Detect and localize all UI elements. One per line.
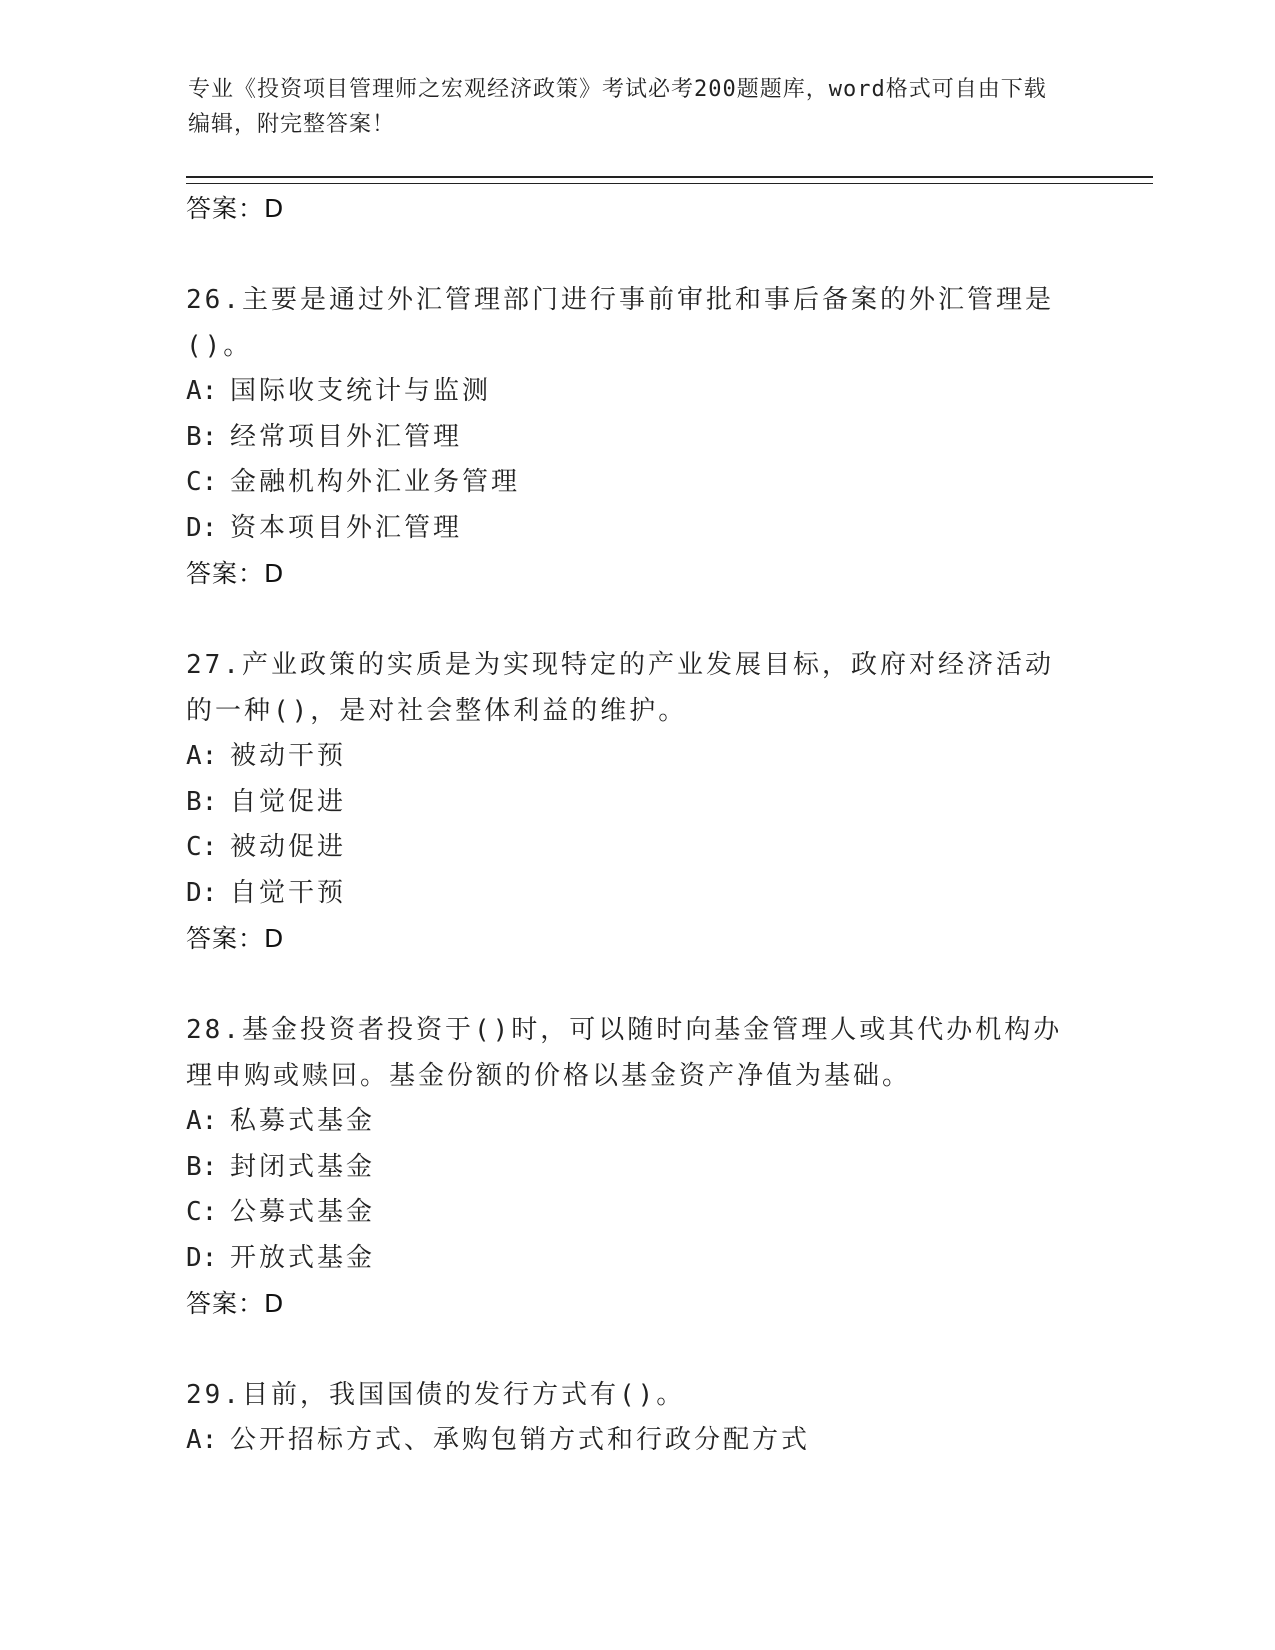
question-28 [186,1007,1076,1327]
option-letter: B: [186,421,218,452]
option-letter: B: [186,786,218,817]
answer-value: D [264,924,285,953]
option-letter: C: [186,1197,218,1227]
option-text: 国际收支统计与监测 [230,376,492,406]
document-header: 专业《投资项目管理师之宏观经济政策》考试必考200题题库，word格式可自由下载编辑，附完整答案！ [188,77,1047,137]
option-a [186,1418,1076,1464]
option-letter: C: [186,832,218,862]
answer-label: 答案： [186,194,265,223]
option-c [186,825,1076,871]
option-letter: A: [186,376,218,406]
option-b [186,780,1076,826]
option-d [186,506,1076,552]
question-list [186,186,1076,1464]
option-a [186,369,1076,415]
option-b [186,415,1076,461]
option-letter: A: [186,1425,218,1455]
header-divider-thin [186,183,1153,184]
option-text: 资本项目外汇管理 [230,512,463,543]
option-a [186,734,1076,780]
option-text: 被动干预 [230,741,347,771]
answer-label: 答案： [186,1289,265,1318]
option-d [186,1236,1076,1282]
option-letter: B: [186,1151,218,1182]
option-text: 公开招标方式、承购包销方式和行政分配方式 [230,1425,811,1455]
option-text: 私募式基金 [230,1106,376,1136]
option-d [186,871,1076,917]
option-letter: D: [186,512,218,543]
option-text: 金融机构外汇业务管理 [230,467,521,497]
answer-value: D [264,194,285,223]
option-b [186,1145,1076,1191]
spacer [186,597,1076,642]
option-c [186,1190,1076,1236]
option-c [186,460,1076,506]
option-text: 经常项目外汇管理 [230,421,463,452]
option-text: 自觉干预 [230,877,347,908]
header-divider-thick [186,176,1153,178]
spacer [186,1327,1076,1372]
answer-line [186,1281,1076,1327]
spacer [186,232,1076,277]
question-stem: 28.基金投资者投资于()时，可以随时向基金管理人或其代办机构办理申购或赎回。基金份额的价格以基金资产净值为基础。 [186,1015,1063,1091]
option-letter: C: [186,467,218,497]
question-stem: 26.主要是通过外汇管理部门进行事前审批和事后备案的外汇管理是()。 [186,285,1054,361]
option-text: 自觉促进 [230,786,347,817]
answer-value: D [264,1289,285,1318]
question-29 [186,1372,1076,1464]
answer-line [186,916,1076,962]
option-letter: D: [186,1242,218,1273]
spacer [186,962,1076,1007]
answer-line [186,551,1076,597]
question-26 [186,277,1076,597]
question-stem: 29.目前，我国国债的发行方式有()。 [186,1380,686,1410]
question-stem: 27.产业政策的实质是为实现特定的产业发展目标，政府对经济活动的一种()，是对社会整体利益的维护。 [186,650,1054,726]
previous-answer [186,186,1076,232]
answer-label: 答案： [186,559,265,588]
option-text: 封闭式基金 [230,1151,376,1182]
option-letter: A: [186,741,218,771]
option-a [186,1099,1076,1145]
option-text: 被动促进 [230,832,347,862]
option-letter: A: [186,1106,218,1136]
option-text: 开放式基金 [230,1242,376,1273]
question-27 [186,642,1076,962]
option-letter: D: [186,877,218,908]
option-text: 公募式基金 [230,1197,376,1227]
answer-value: D [264,559,285,588]
answer-label: 答案： [186,924,265,953]
